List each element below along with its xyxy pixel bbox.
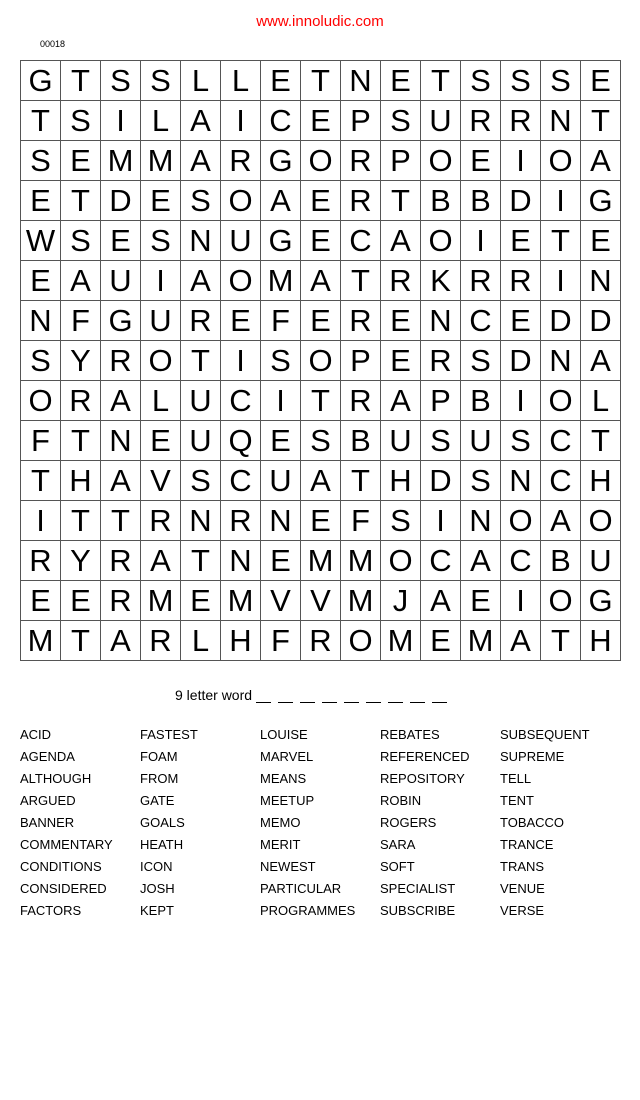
grid-cell[interactable]: R xyxy=(141,621,181,661)
word-item: MARVEL xyxy=(260,749,314,764)
grid-cell[interactable]: G xyxy=(581,181,621,221)
word-column xyxy=(20,727,140,925)
word-item: HEATH xyxy=(140,837,184,852)
grid-cell[interactable]: O xyxy=(301,141,341,181)
word-item: CONSIDERED xyxy=(20,881,107,896)
grid-cell[interactable]: T xyxy=(541,221,581,261)
grid-cell[interactable]: E xyxy=(21,261,61,301)
word-item: MEMO xyxy=(260,815,301,830)
grid-cell[interactable]: N xyxy=(461,501,501,541)
grid-cell[interactable]: S xyxy=(261,341,301,381)
word-item: SOFT xyxy=(380,859,415,874)
grid-cell[interactable]: U xyxy=(101,261,141,301)
grid-cell[interactable]: D xyxy=(581,301,621,341)
answer-blank[interactable] xyxy=(432,688,447,703)
word-search-grid xyxy=(20,60,621,661)
grid-cell[interactable]: A xyxy=(101,381,141,421)
grid-cell[interactable]: M xyxy=(221,581,261,621)
grid-cell[interactable]: C xyxy=(221,381,261,421)
grid-cell[interactable]: I xyxy=(141,261,181,301)
word-item: PARTICULAR xyxy=(260,881,342,896)
grid-cell[interactable]: P xyxy=(421,381,461,421)
answer-blank[interactable] xyxy=(388,688,403,703)
grid-cell[interactable]: B xyxy=(541,541,581,581)
word-item: GATE xyxy=(140,793,175,808)
grid-cell[interactable]: A xyxy=(101,461,141,501)
grid-cell[interactable]: R xyxy=(181,301,221,341)
grid-cell[interactable]: T xyxy=(421,61,461,101)
grid-cell[interactable]: W xyxy=(21,221,61,261)
grid-cell[interactable]: E xyxy=(381,61,421,101)
grid-cell[interactable]: N xyxy=(421,301,461,341)
word-item: FROM xyxy=(140,771,179,786)
grid-cell[interactable]: T xyxy=(581,101,621,141)
grid-cell[interactable]: A xyxy=(541,501,581,541)
grid-cell[interactable]: N xyxy=(341,61,381,101)
grid-cell[interactable]: N xyxy=(101,421,141,461)
grid-cell[interactable]: J xyxy=(381,581,421,621)
grid-cell[interactable]: E xyxy=(421,621,461,661)
grid-cell[interactable]: T xyxy=(541,621,581,661)
grid-cell[interactable]: A xyxy=(181,141,221,181)
grid-cell[interactable]: S xyxy=(301,421,341,461)
grid-cell[interactable]: F xyxy=(21,421,61,461)
grid-cell[interactable]: E xyxy=(61,581,101,621)
grid-cell[interactable]: Y xyxy=(61,341,101,381)
grid-cell[interactable]: D xyxy=(501,181,541,221)
grid-cell[interactable]: I xyxy=(221,341,261,381)
grid-cell[interactable]: B xyxy=(421,181,461,221)
grid-cell[interactable]: R xyxy=(101,581,141,621)
word-item: KEPT xyxy=(140,903,174,918)
grid-cell[interactable]: E xyxy=(261,541,301,581)
grid-cell[interactable]: R xyxy=(101,341,141,381)
grid-cell[interactable]: A xyxy=(301,261,341,301)
word-item: TRANS xyxy=(500,859,545,874)
grid-cell[interactable]: S xyxy=(61,221,101,261)
grid-cell[interactable]: T xyxy=(181,541,221,581)
grid-cell[interactable]: T xyxy=(301,61,341,101)
grid-cell[interactable]: C xyxy=(501,541,541,581)
grid-cell[interactable]: L xyxy=(181,61,221,101)
grid-cell[interactable]: V xyxy=(141,461,181,501)
grid-cell[interactable]: R xyxy=(341,141,381,181)
grid-cell[interactable]: R xyxy=(341,381,381,421)
puzzle-id: 00018 xyxy=(40,39,66,49)
grid-cell[interactable]: E xyxy=(261,421,301,461)
grid-cell[interactable]: E xyxy=(581,221,621,261)
grid-cell[interactable]: O xyxy=(501,501,541,541)
grid-cell[interactable]: Q xyxy=(221,421,261,461)
grid-cell[interactable]: D xyxy=(501,341,541,381)
grid-cell[interactable]: E xyxy=(301,181,341,221)
grid-cell[interactable]: A xyxy=(381,381,421,421)
grid-cell[interactable]: Y xyxy=(61,541,101,581)
word-item: ALTHOUGH xyxy=(20,771,92,786)
grid-cell[interactable]: I xyxy=(541,261,581,301)
grid-cell[interactable]: U xyxy=(461,421,501,461)
grid-cell[interactable]: N xyxy=(501,461,541,501)
grid-cell[interactable]: N xyxy=(541,341,581,381)
grid-cell[interactable]: O xyxy=(21,381,61,421)
grid-cell[interactable]: N xyxy=(221,541,261,581)
word-column xyxy=(140,727,260,925)
word-column xyxy=(500,727,620,925)
word-item: REBATES xyxy=(380,727,440,742)
grid-cell[interactable]: N xyxy=(181,221,221,261)
word-item: SUBSEQUENT xyxy=(500,727,590,742)
grid-cell[interactable]: F xyxy=(341,501,381,541)
grid-cell[interactable]: I xyxy=(501,141,541,181)
word-item: LOUISE xyxy=(260,727,308,742)
grid-cell[interactable]: T xyxy=(581,421,621,461)
word-item: MEETUP xyxy=(260,793,315,808)
grid-cell[interactable]: E xyxy=(301,101,341,141)
grid-cell[interactable]: M xyxy=(21,621,61,661)
grid-cell[interactable]: C xyxy=(261,101,301,141)
word-item: VERSE xyxy=(500,903,545,918)
grid-cell[interactable]: R xyxy=(101,541,141,581)
grid-cell[interactable]: G xyxy=(21,61,61,101)
grid-cell[interactable]: I xyxy=(261,381,301,421)
grid-cell[interactable]: C xyxy=(421,541,461,581)
grid-cell[interactable]: G xyxy=(101,301,141,341)
grid-cell[interactable]: E xyxy=(461,141,501,181)
grid-cell[interactable]: S xyxy=(381,501,421,541)
answer-blank[interactable] xyxy=(344,688,359,703)
grid-cell[interactable]: I xyxy=(501,581,541,621)
grid-cell[interactable]: D xyxy=(541,301,581,341)
grid-cell[interactable]: U xyxy=(181,381,221,421)
grid-cell[interactable]: U xyxy=(141,301,181,341)
word-item: ACID xyxy=(20,727,52,742)
grid-cell[interactable]: T xyxy=(61,501,101,541)
grid-cell[interactable]: S xyxy=(21,341,61,381)
answer-blank[interactable] xyxy=(300,688,315,703)
grid-cell[interactable]: T xyxy=(61,621,101,661)
grid-cell[interactable]: E xyxy=(181,581,221,621)
grid-cell[interactable]: E xyxy=(101,221,141,261)
grid-cell[interactable]: I xyxy=(501,381,541,421)
grid-cell[interactable]: I xyxy=(21,501,61,541)
word-item: COMMENTARY xyxy=(20,837,113,852)
grid-cell[interactable]: M xyxy=(381,621,421,661)
grid-cell[interactable]: H xyxy=(381,461,421,501)
answer-blank[interactable] xyxy=(256,688,271,703)
word-item: JOSH xyxy=(140,881,175,896)
grid-cell[interactable]: S xyxy=(101,61,141,101)
grid-cell[interactable]: I xyxy=(461,221,501,261)
grid-cell[interactable]: T xyxy=(181,341,221,381)
grid-cell[interactable]: L xyxy=(141,381,181,421)
word-item: TELL xyxy=(500,771,532,786)
grid-cell[interactable]: P xyxy=(341,341,381,381)
grid-cell[interactable]: R xyxy=(341,181,381,221)
word-item: FASTEST xyxy=(140,727,198,742)
grid-cell[interactable]: R xyxy=(141,501,181,541)
grid-cell[interactable]: I xyxy=(541,181,581,221)
grid-cell[interactable]: E xyxy=(501,221,541,261)
grid-cell[interactable]: S xyxy=(461,341,501,381)
grid-cell[interactable]: M xyxy=(301,541,341,581)
grid-cell[interactable]: O xyxy=(421,141,461,181)
grid-cell[interactable]: N xyxy=(261,501,301,541)
grid-cell[interactable]: O xyxy=(541,141,581,181)
grid-cell[interactable]: E xyxy=(301,501,341,541)
grid-cell[interactable]: B xyxy=(341,421,381,461)
word-item: SPECIALIST xyxy=(380,881,456,896)
grid-cell[interactable]: L xyxy=(141,101,181,141)
grid-cell[interactable]: E xyxy=(381,301,421,341)
grid-cell[interactable]: A xyxy=(181,101,221,141)
grid-cell[interactable]: T xyxy=(381,181,421,221)
word-item: VENUE xyxy=(500,881,545,896)
grid-cell[interactable]: H xyxy=(61,461,101,501)
grid-cell[interactable]: S xyxy=(541,61,581,101)
grid-cell[interactable]: R xyxy=(221,141,261,181)
grid-cell[interactable]: T xyxy=(61,181,101,221)
grid-cell[interactable]: A xyxy=(61,261,101,301)
word-item: BANNER xyxy=(20,815,75,830)
grid-cell[interactable]: O xyxy=(301,341,341,381)
grid-cell[interactable]: E xyxy=(21,581,61,621)
word-item: MERIT xyxy=(260,837,301,852)
grid-cell[interactable]: C xyxy=(461,301,501,341)
hint-row xyxy=(175,687,454,703)
grid-cell[interactable]: E xyxy=(61,141,101,181)
grid-cell[interactable]: T xyxy=(21,461,61,501)
grid-cell[interactable]: A xyxy=(301,461,341,501)
grid-cell[interactable]: S xyxy=(461,461,501,501)
grid-cell[interactable]: A xyxy=(101,621,141,661)
grid-cell[interactable]: L xyxy=(581,381,621,421)
grid-cell[interactable]: A xyxy=(381,221,421,261)
grid-cell[interactable]: A xyxy=(581,341,621,381)
grid-cell[interactable]: R xyxy=(61,381,101,421)
grid-cell[interactable]: N xyxy=(181,501,221,541)
answer-blank[interactable] xyxy=(322,688,337,703)
word-column xyxy=(260,727,380,925)
grid-cell[interactable]: U xyxy=(421,101,461,141)
answer-blank[interactable] xyxy=(410,688,425,703)
grid-cell[interactable]: E xyxy=(141,421,181,461)
grid-cell[interactable]: A xyxy=(501,621,541,661)
grid-cell[interactable]: E xyxy=(261,61,301,101)
grid-cell[interactable]: E xyxy=(21,181,61,221)
grid-cell[interactable]: L xyxy=(181,621,221,661)
grid-cell[interactable]: R xyxy=(301,621,341,661)
grid-cell[interactable]: D xyxy=(421,461,461,501)
grid-cell[interactable]: V xyxy=(261,581,301,621)
word-item: MEANS xyxy=(260,771,307,786)
grid-cell[interactable]: S xyxy=(501,421,541,461)
word-item: ROBIN xyxy=(380,793,422,808)
word-item: SUPREME xyxy=(500,749,565,764)
grid-cell[interactable]: C xyxy=(221,461,261,501)
grid-cell[interactable]: E xyxy=(501,301,541,341)
grid-cell[interactable]: U xyxy=(221,221,261,261)
grid-cell[interactable]: A xyxy=(421,581,461,621)
grid-cell[interactable]: H xyxy=(581,461,621,501)
grid-cell[interactable]: M xyxy=(261,261,301,301)
grid-cell[interactable]: M xyxy=(341,581,381,621)
grid-cell[interactable]: R xyxy=(421,341,461,381)
grid-cell[interactable]: E xyxy=(301,221,341,261)
grid-cell[interactable]: V xyxy=(301,581,341,621)
grid-cell[interactable]: F xyxy=(61,301,101,341)
word-item: ARGUED xyxy=(20,793,76,808)
grid-cell[interactable]: G xyxy=(261,141,301,181)
grid-cell[interactable]: D xyxy=(101,181,141,221)
word-item: ROGERS xyxy=(380,815,437,830)
word-item: REPOSITORY xyxy=(380,771,465,786)
grid-cell[interactable]: S xyxy=(421,421,461,461)
grid-cell[interactable]: E xyxy=(461,581,501,621)
grid-cell[interactable]: H xyxy=(221,621,261,661)
word-item: TOBACCO xyxy=(500,815,565,830)
grid-cell[interactable]: R xyxy=(501,101,541,141)
grid-cell[interactable]: U xyxy=(381,421,421,461)
grid-cell[interactable]: I xyxy=(221,101,261,141)
grid-cell[interactable]: U xyxy=(581,541,621,581)
grid-cell[interactable]: S xyxy=(21,141,61,181)
grid-cell[interactable]: S xyxy=(141,61,181,101)
grid-cell[interactable]: E xyxy=(141,181,181,221)
grid-cell[interactable]: S xyxy=(461,61,501,101)
grid-cell[interactable]: M xyxy=(341,541,381,581)
grid-cell[interactable]: N xyxy=(21,301,61,341)
grid-cell[interactable]: I xyxy=(421,501,461,541)
hint-label: 9 letter word xyxy=(175,687,253,703)
word-item: REFERENCED xyxy=(380,749,470,764)
grid-cell[interactable]: G xyxy=(261,221,301,261)
word-item: FOAM xyxy=(140,749,178,764)
grid-cell[interactable]: T xyxy=(61,61,101,101)
grid-cell[interactable]: C xyxy=(541,421,581,461)
word-item: PROGRAMMES xyxy=(260,903,356,918)
grid-cell[interactable]: R xyxy=(381,261,421,301)
grid-cell[interactable]: O xyxy=(381,541,421,581)
grid-cell[interactable]: O xyxy=(141,341,181,381)
grid-cell[interactable]: E xyxy=(581,61,621,101)
grid-cell[interactable]: R xyxy=(221,501,261,541)
grid-cell[interactable]: O xyxy=(221,181,261,221)
grid-cell[interactable]: T xyxy=(301,381,341,421)
grid-cell[interactable]: B xyxy=(461,181,501,221)
grid-cell[interactable]: E xyxy=(381,341,421,381)
grid-cell[interactable]: R xyxy=(21,541,61,581)
grid-cell[interactable]: T xyxy=(341,461,381,501)
hint-blanks xyxy=(256,688,454,703)
word-item: TENT xyxy=(500,793,534,808)
grid-cell[interactable]: K xyxy=(421,261,461,301)
grid-cell[interactable]: S xyxy=(181,181,221,221)
grid-cell[interactable]: C xyxy=(341,221,381,261)
grid-cell[interactable]: A xyxy=(141,541,181,581)
grid-cell[interactable]: M xyxy=(141,581,181,621)
site-link[interactable]: www.innoludic.com xyxy=(256,13,384,30)
grid-cell[interactable]: F xyxy=(261,621,301,661)
grid-cell[interactable]: B xyxy=(461,381,501,421)
grid-cell[interactable]: U xyxy=(261,461,301,501)
grid-cell[interactable]: O xyxy=(341,621,381,661)
grid-cell[interactable]: M xyxy=(461,621,501,661)
grid-cell[interactable]: T xyxy=(21,101,61,141)
grid-cell[interactable]: S xyxy=(381,101,421,141)
grid-cell[interactable]: A xyxy=(181,261,221,301)
grid-cell[interactable]: A xyxy=(461,541,501,581)
grid-cell[interactable]: S xyxy=(141,221,181,261)
answer-blank[interactable] xyxy=(366,688,381,703)
grid-cell[interactable]: F xyxy=(261,301,301,341)
grid-cell[interactable]: T xyxy=(101,501,141,541)
answer-blank[interactable] xyxy=(278,688,293,703)
grid-cell[interactable]: A xyxy=(261,181,301,221)
grid-cell[interactable]: O xyxy=(421,221,461,261)
word-item: ICON xyxy=(140,859,173,874)
word-item: SUBSCRIBE xyxy=(380,903,456,918)
grid-cell[interactable]: M xyxy=(141,141,181,181)
grid-cell[interactable]: O xyxy=(541,381,581,421)
grid-cell[interactable]: R xyxy=(341,301,381,341)
word-item: TRANCE xyxy=(500,837,554,852)
grid-cell[interactable]: R xyxy=(461,101,501,141)
grid-cell[interactable]: A xyxy=(581,141,621,181)
grid-cell[interactable]: G xyxy=(581,581,621,621)
grid-cell[interactable]: O xyxy=(541,581,581,621)
grid-cell[interactable]: E xyxy=(221,301,261,341)
grid-cell[interactable]: R xyxy=(501,261,541,301)
grid-cell[interactable]: I xyxy=(101,101,141,141)
grid-cell[interactable]: E xyxy=(301,301,341,341)
word-item: AGENDA xyxy=(20,749,75,764)
grid-cell[interactable]: P xyxy=(381,141,421,181)
grid-cell[interactable]: C xyxy=(541,461,581,501)
grid-cell[interactable]: P xyxy=(341,101,381,141)
grid-cell[interactable]: U xyxy=(181,421,221,461)
grid-cell[interactable]: M xyxy=(101,141,141,181)
word-item: GOALS xyxy=(140,815,185,830)
grid-cell[interactable]: S xyxy=(181,461,221,501)
word-item: CONDITIONS xyxy=(20,859,102,874)
grid-cell[interactable]: O xyxy=(221,261,261,301)
word-column xyxy=(380,727,500,925)
grid-cell[interactable]: T xyxy=(61,421,101,461)
word-item: FACTORS xyxy=(20,903,82,918)
grid-cell[interactable]: T xyxy=(341,261,381,301)
grid-cell[interactable]: O xyxy=(581,501,621,541)
grid-cell[interactable]: R xyxy=(461,261,501,301)
word-item: NEWEST xyxy=(260,859,316,874)
grid-cell[interactable]: N xyxy=(541,101,581,141)
grid-cell[interactable]: S xyxy=(61,101,101,141)
word-item: SARA xyxy=(380,837,416,852)
grid-cell[interactable]: H xyxy=(581,621,621,661)
grid-cell[interactable]: S xyxy=(501,61,541,101)
grid-cell[interactable]: N xyxy=(581,261,621,301)
grid-cell[interactable]: L xyxy=(221,61,261,101)
